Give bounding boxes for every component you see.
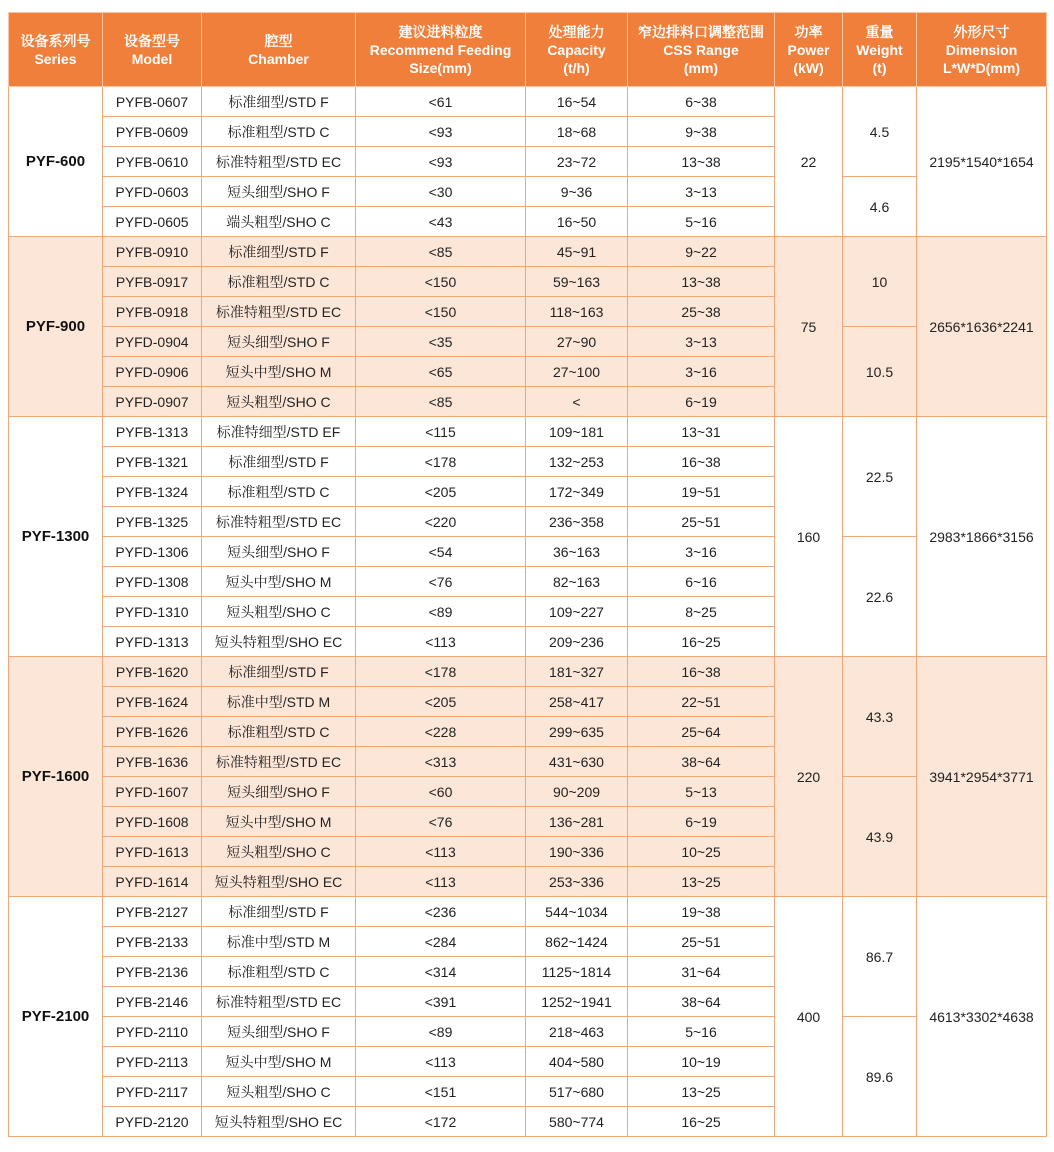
feed-size-cell: <172 <box>356 1107 526 1137</box>
chamber-cell: 标准特细型/STD EF <box>202 417 356 447</box>
model-cell: PYFD-2110 <box>103 1017 202 1047</box>
model-cell: PYFD-0603 <box>103 177 202 207</box>
feed-size-cell: <35 <box>356 327 526 357</box>
model-cell: PYFB-1620 <box>103 657 202 687</box>
dimension-cell: 3941*2954*3771 <box>917 657 1047 897</box>
css-range-cell: 10~25 <box>628 837 775 867</box>
model-cell: PYFB-2127 <box>103 897 202 927</box>
capacity-cell: 45~91 <box>526 237 628 267</box>
capacity-cell: 404~580 <box>526 1047 628 1077</box>
css-range-cell: 25~38 <box>628 297 775 327</box>
css-range-cell: 6~38 <box>628 87 775 117</box>
css-range-cell: 3~16 <box>628 537 775 567</box>
capacity-cell: 253~336 <box>526 867 628 897</box>
feed-size-cell: <60 <box>356 777 526 807</box>
power-cell: 220 <box>775 657 843 897</box>
css-range-cell: 5~13 <box>628 777 775 807</box>
model-cell: PYFB-1313 <box>103 417 202 447</box>
chamber-cell: 标准细型/STD F <box>202 897 356 927</box>
header-capacity: 处理能力 Capacity (t/h) <box>526 13 628 87</box>
feed-size-cell: <76 <box>356 567 526 597</box>
css-range-cell: 5~16 <box>628 207 775 237</box>
css-range-cell: 3~13 <box>628 177 775 207</box>
model-cell: PYFD-0605 <box>103 207 202 237</box>
feed-size-cell: <391 <box>356 987 526 1017</box>
header-model: 设备型号 Model <box>103 13 202 87</box>
model-cell: PYFB-2133 <box>103 927 202 957</box>
css-range-cell: 5~16 <box>628 1017 775 1047</box>
capacity-cell: 181~327 <box>526 657 628 687</box>
chamber-cell: 标准细型/STD F <box>202 87 356 117</box>
feed-size-cell: <178 <box>356 447 526 477</box>
css-range-cell: 25~51 <box>628 927 775 957</box>
header-weight: 重量 Weight (t) <box>843 13 917 87</box>
css-range-cell: 6~19 <box>628 387 775 417</box>
feed-size-cell: <178 <box>356 657 526 687</box>
model-cell: PYFD-1613 <box>103 837 202 867</box>
header-series: 设备系列号 Series <box>9 13 103 87</box>
feed-size-cell: <205 <box>356 477 526 507</box>
model-cell: PYFB-2136 <box>103 957 202 987</box>
feed-size-cell: <85 <box>356 237 526 267</box>
model-cell: PYFB-2146 <box>103 987 202 1017</box>
model-cell: PYFB-1325 <box>103 507 202 537</box>
css-range-cell: 6~16 <box>628 567 775 597</box>
table-row <box>9 417 1047 447</box>
css-range-cell: 8~25 <box>628 597 775 627</box>
chamber-cell: 标准中型/STD M <box>202 927 356 957</box>
chamber-cell: 标准特粗型/STD EC <box>202 987 356 1017</box>
feed-size-cell: <65 <box>356 357 526 387</box>
css-range-cell: 38~64 <box>628 747 775 777</box>
chamber-cell: 短头特粗型/SHO EC <box>202 1107 356 1137</box>
dimension-cell: 2656*1636*2241 <box>917 237 1047 417</box>
chamber-cell: 标准粗型/STD C <box>202 957 356 987</box>
feed-size-cell: <220 <box>356 507 526 537</box>
model-cell: PYFD-1306 <box>103 537 202 567</box>
feed-size-cell: <61 <box>356 87 526 117</box>
chamber-cell: 短头中型/SHO M <box>202 1047 356 1077</box>
capacity-cell: 9~36 <box>526 177 628 207</box>
capacity-cell: 258~417 <box>526 687 628 717</box>
css-range-cell: 25~51 <box>628 507 775 537</box>
series-cell: PYF-900 <box>9 237 103 417</box>
table-row <box>9 537 1047 567</box>
css-range-cell: 13~25 <box>628 1077 775 1107</box>
capacity-cell: 172~349 <box>526 477 628 507</box>
table-row <box>9 777 1047 807</box>
power-cell: 400 <box>775 897 843 1137</box>
chamber-cell: 短头粗型/SHO C <box>202 387 356 417</box>
header-row <box>9 13 1047 87</box>
capacity-cell: < <box>526 387 628 417</box>
chamber-cell: 短头中型/SHO M <box>202 357 356 387</box>
model-cell: PYFB-0910 <box>103 237 202 267</box>
chamber-cell: 短头中型/SHO M <box>202 567 356 597</box>
css-range-cell: 16~38 <box>628 447 775 477</box>
chamber-cell: 短头细型/SHO F <box>202 177 356 207</box>
table-row <box>9 327 1047 357</box>
model-cell: PYFD-2117 <box>103 1077 202 1107</box>
model-cell: PYFB-0610 <box>103 147 202 177</box>
capacity-cell: 431~630 <box>526 747 628 777</box>
feed-size-cell: <228 <box>356 717 526 747</box>
css-range-cell: 19~51 <box>628 477 775 507</box>
feed-size-cell: <85 <box>356 387 526 417</box>
model-cell: PYFB-0607 <box>103 87 202 117</box>
power-cell: 22 <box>775 87 843 237</box>
feed-size-cell: <151 <box>356 1077 526 1107</box>
model-cell: PYFD-1310 <box>103 597 202 627</box>
table-row <box>9 897 1047 927</box>
table-row <box>9 1017 1047 1047</box>
chamber-cell: 短头特粗型/SHO EC <box>202 867 356 897</box>
capacity-cell: 36~163 <box>526 537 628 567</box>
weight-cell: 10 <box>843 237 917 327</box>
capacity-cell: 1125~1814 <box>526 957 628 987</box>
spec-table-container <box>8 12 1047 1137</box>
weight-cell: 22.6 <box>843 537 917 657</box>
css-range-cell: 13~38 <box>628 147 775 177</box>
capacity-cell: 118~163 <box>526 297 628 327</box>
model-cell: PYFD-0904 <box>103 327 202 357</box>
power-cell: 75 <box>775 237 843 417</box>
capacity-cell: 27~90 <box>526 327 628 357</box>
weight-cell: 4.6 <box>843 177 917 237</box>
css-range-cell: 13~31 <box>628 417 775 447</box>
model-cell: PYFB-1321 <box>103 447 202 477</box>
css-range-cell: 3~16 <box>628 357 775 387</box>
spec-table <box>8 12 1047 1137</box>
capacity-cell: 23~72 <box>526 147 628 177</box>
model-cell: PYFB-1624 <box>103 687 202 717</box>
series-cell: PYF-1300 <box>9 417 103 657</box>
chamber-cell: 标准特粗型/STD EC <box>202 297 356 327</box>
model-cell: PYFD-1608 <box>103 807 202 837</box>
header-power: 功率 Power (kW) <box>775 13 843 87</box>
capacity-cell: 236~358 <box>526 507 628 537</box>
capacity-cell: 136~281 <box>526 807 628 837</box>
feed-size-cell: <89 <box>356 597 526 627</box>
capacity-cell: 580~774 <box>526 1107 628 1137</box>
chamber-cell: 短头粗型/SHO C <box>202 597 356 627</box>
feed-size-cell: <113 <box>356 867 526 897</box>
series-cell: PYF-600 <box>9 87 103 237</box>
chamber-cell: 短头细型/SHO F <box>202 1017 356 1047</box>
chamber-cell: 短头细型/SHO F <box>202 327 356 357</box>
feed-size-cell: <205 <box>356 687 526 717</box>
model-cell: PYFD-1308 <box>103 567 202 597</box>
chamber-cell: 短头粗型/SHO C <box>202 837 356 867</box>
feed-size-cell: <115 <box>356 417 526 447</box>
series-cell: PYF-1600 <box>9 657 103 897</box>
chamber-cell: 短头粗型/SHO C <box>202 1077 356 1107</box>
feed-size-cell: <314 <box>356 957 526 987</box>
weight-cell: 4.5 <box>843 87 917 177</box>
chamber-cell: 标准特粗型/STD EC <box>202 507 356 537</box>
model-cell: PYFB-1636 <box>103 747 202 777</box>
feed-size-cell: <43 <box>356 207 526 237</box>
capacity-cell: 517~680 <box>526 1077 628 1107</box>
css-range-cell: 38~64 <box>628 987 775 1017</box>
feed-size-cell: <236 <box>356 897 526 927</box>
table-row <box>9 237 1047 267</box>
power-cell: 160 <box>775 417 843 657</box>
css-range-cell: 6~19 <box>628 807 775 837</box>
css-range-cell: 16~25 <box>628 627 775 657</box>
model-cell: PYFD-2120 <box>103 1107 202 1137</box>
chamber-cell: 标准特粗型/STD EC <box>202 147 356 177</box>
chamber-cell: 标准细型/STD F <box>202 237 356 267</box>
chamber-cell: 端头粗型/SHO C <box>202 207 356 237</box>
model-cell: PYFB-0918 <box>103 297 202 327</box>
capacity-cell: 90~209 <box>526 777 628 807</box>
header-dimension: 外形尺寸 Dimension L*W*D(mm) <box>917 13 1047 87</box>
css-range-cell: 9~38 <box>628 117 775 147</box>
capacity-cell: 16~50 <box>526 207 628 237</box>
css-range-cell: 10~19 <box>628 1047 775 1077</box>
chamber-cell: 短头细型/SHO F <box>202 777 356 807</box>
capacity-cell: 18~68 <box>526 117 628 147</box>
feed-size-cell: <113 <box>356 1047 526 1077</box>
weight-cell: 86.7 <box>843 897 917 1017</box>
feed-size-cell: <150 <box>356 297 526 327</box>
capacity-cell: 544~1034 <box>526 897 628 927</box>
model-cell: PYFB-1626 <box>103 717 202 747</box>
capacity-cell: 190~336 <box>526 837 628 867</box>
model-cell: PYFB-1324 <box>103 477 202 507</box>
feed-size-cell: <284 <box>356 927 526 957</box>
css-range-cell: 22~51 <box>628 687 775 717</box>
capacity-cell: 299~635 <box>526 717 628 747</box>
capacity-cell: 862~1424 <box>526 927 628 957</box>
model-cell: PYFB-0917 <box>103 267 202 297</box>
weight-cell: 89.6 <box>843 1017 917 1137</box>
weight-cell: 22.5 <box>843 417 917 537</box>
chamber-cell: 短头细型/SHO F <box>202 537 356 567</box>
css-range-cell: 31~64 <box>628 957 775 987</box>
capacity-cell: 109~181 <box>526 417 628 447</box>
chamber-cell: 短头中型/SHO M <box>202 807 356 837</box>
capacity-cell: 82~163 <box>526 567 628 597</box>
table-body <box>9 87 1047 1137</box>
css-range-cell: 16~25 <box>628 1107 775 1137</box>
css-range-cell: 3~13 <box>628 327 775 357</box>
feed-size-cell: <113 <box>356 837 526 867</box>
header-chamber: 腔型 Chamber <box>202 13 356 87</box>
chamber-cell: 标准中型/STD M <box>202 687 356 717</box>
chamber-cell: 标准粗型/STD C <box>202 117 356 147</box>
feed-size-cell: <76 <box>356 807 526 837</box>
css-range-cell: 16~38 <box>628 657 775 687</box>
model-cell: PYFD-0907 <box>103 387 202 417</box>
chamber-cell: 标准粗型/STD C <box>202 717 356 747</box>
dimension-cell: 2195*1540*1654 <box>917 87 1047 237</box>
chamber-cell: 标准细型/STD F <box>202 447 356 477</box>
feed-size-cell: <93 <box>356 117 526 147</box>
chamber-cell: 短头特粗型/SHO EC <box>202 627 356 657</box>
feed-size-cell: <150 <box>356 267 526 297</box>
feed-size-cell: <30 <box>356 177 526 207</box>
table-row <box>9 87 1047 117</box>
feed-size-cell: <93 <box>356 147 526 177</box>
css-range-cell: 13~25 <box>628 867 775 897</box>
model-cell: PYFD-1607 <box>103 777 202 807</box>
header-css-range: 窄边排料口调整范围 CSS Range (mm) <box>628 13 775 87</box>
table-row <box>9 657 1047 687</box>
model-cell: PYFD-1614 <box>103 867 202 897</box>
feed-size-cell: <89 <box>356 1017 526 1047</box>
table-row <box>9 177 1047 207</box>
feed-size-cell: <313 <box>356 747 526 777</box>
capacity-cell: 16~54 <box>526 87 628 117</box>
model-cell: PYFD-1313 <box>103 627 202 657</box>
chamber-cell: 标准粗型/STD C <box>202 267 356 297</box>
capacity-cell: 218~463 <box>526 1017 628 1047</box>
capacity-cell: 209~236 <box>526 627 628 657</box>
weight-cell: 43.3 <box>843 657 917 777</box>
css-range-cell: 25~64 <box>628 717 775 747</box>
model-cell: PYFB-0609 <box>103 117 202 147</box>
chamber-cell: 标准粗型/STD C <box>202 477 356 507</box>
capacity-cell: 27~100 <box>526 357 628 387</box>
dimension-cell: 2983*1866*3156 <box>917 417 1047 657</box>
model-cell: PYFD-0906 <box>103 357 202 387</box>
model-cell: PYFD-2113 <box>103 1047 202 1077</box>
weight-cell: 10.5 <box>843 327 917 417</box>
css-range-cell: 19~38 <box>628 897 775 927</box>
feed-size-cell: <113 <box>356 627 526 657</box>
capacity-cell: 1252~1941 <box>526 987 628 1017</box>
capacity-cell: 132~253 <box>526 447 628 477</box>
series-cell: PYF-2100 <box>9 897 103 1137</box>
dimension-cell: 4613*3302*4638 <box>917 897 1047 1137</box>
header-feed-size: 建议进料粒度 Recommend Feeding Size(mm) <box>356 13 526 87</box>
chamber-cell: 标准特粗型/STD EC <box>202 747 356 777</box>
weight-cell: 43.9 <box>843 777 917 897</box>
css-range-cell: 13~38 <box>628 267 775 297</box>
capacity-cell: 109~227 <box>526 597 628 627</box>
css-range-cell: 9~22 <box>628 237 775 267</box>
capacity-cell: 59~163 <box>526 267 628 297</box>
chamber-cell: 标准细型/STD F <box>202 657 356 687</box>
feed-size-cell: <54 <box>356 537 526 567</box>
